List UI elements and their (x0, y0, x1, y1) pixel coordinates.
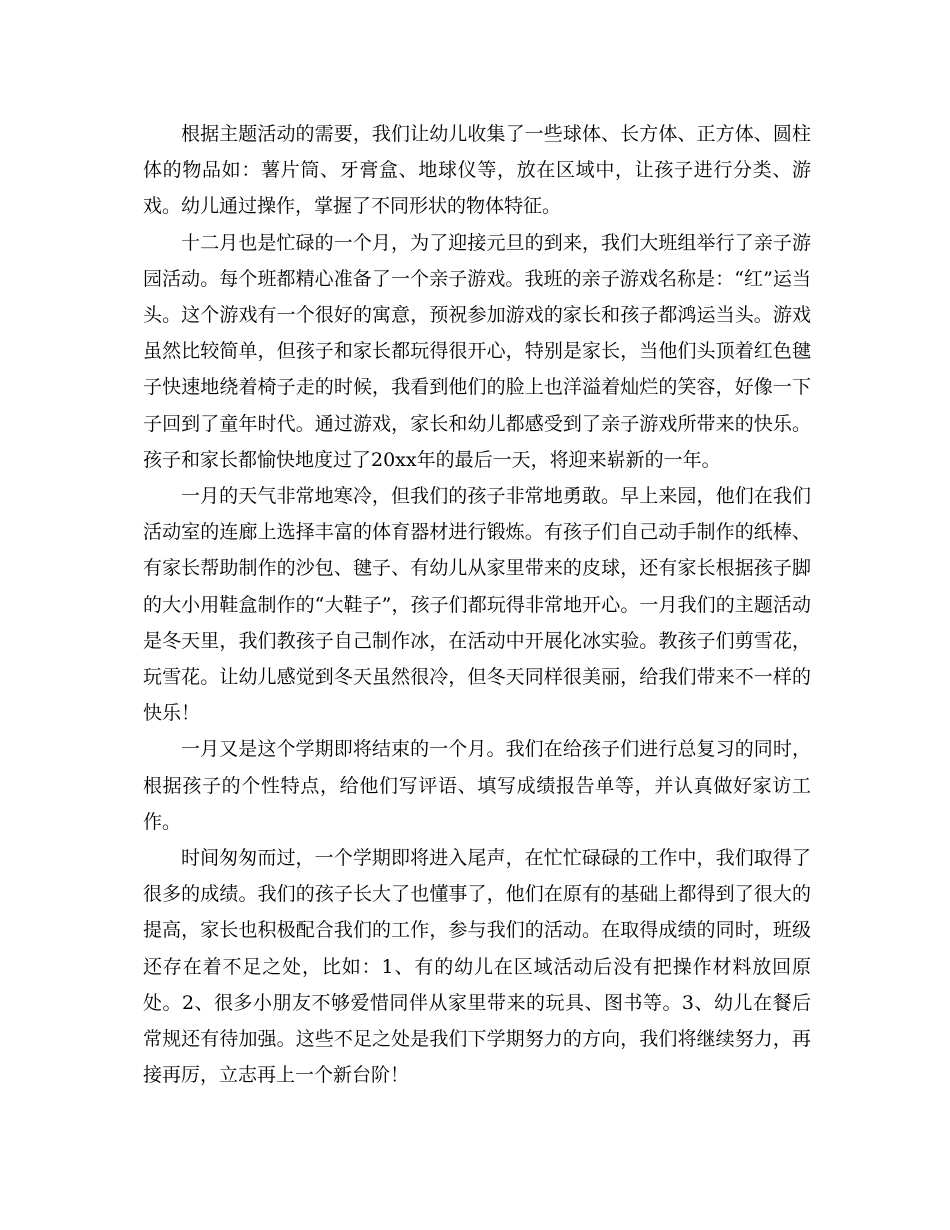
paragraph-summary-and-shortcomings: 时间匆匆而过，一个学期即将进入尾声，在忙忙碌碌的工作中，我们取得了很多的成绩。我们的孩子长大了也懂事了，他们在原有的基础上都得到了很大的提高，家长也积极配合我们的工作，参与我们的活动。在取得成绩的同时，班级还存在着不足之处，比如：1、有的幼儿在区域活动后没有把操作材料放回原处。2、很多小朋友不够爱惜同伴从家里带来的玩具、图书等。3、幼儿在餐后常规还有待加强。这些不足之处是我们下学期努力的方向，我们将继续努力，再接再厉，立志再上一个新台阶！ (143, 847, 811, 1087)
paragraph-semester-review: 一月又是这个学期即将结束的一个月。我们在给孩子们进行总复习的同时，根据孩子的个性特点，给他们写评语、填写成绩报告单等，并认真做好家访工作。 (143, 738, 811, 833)
paragraph-january-exercise-activities: 一月的天气非常地寒冷，但我们的孩子非常地勇敢。早上来园，他们在我们活动室的连廊上选择丰富的体育器材进行锻炼。有孩子们自己动手制作的纸棒、有家长帮助制作的沙包、毽子、有幼儿从家里带来的皮球，还有家长根据孩子脚的大小用鞋盒制作的“大鞋子”，孩子们都玩得非常地开心。一月我们的主题活动是冬天里，我们教孩子自己制作冰，在活动中开展化冰实验。教孩子们剪雪花，玩雪花。让幼儿感觉到冬天虽然很冷，但冬天同样很美丽，给我们带来不一样的快乐！ (143, 485, 811, 725)
paragraph-december-parent-child-games: 十二月也是忙碌的一个月，为了迎接元旦的到来，我们大班组举行了亲子游园活动。每个班都精心准备了一个亲子游戏。我班的亲子游戏名称是：“红”运当头。这个游戏有一个很好的寓意，预祝参加游戏的家长和孩子都鸿运当头。游戏虽然比较简单，但孩子和家长都玩得很开心，特别是家长，当他们头顶着红色毽子快速地绕着椅子走的时候，我看到他们的脸上也洋溢着灿烂的笑容，好像一下子回到了童年时代。通过游戏，家长和幼儿都感受到了亲子游戏所带来的快乐。孩子和家长都愉快地度过了20xx年的最后一天，将迎来崭新的一年。 (143, 231, 811, 471)
paragraph-shape-sorting: 根据主题活动的需要，我们让幼儿收集了一些球体、长方体、正方体、圆柱体的物品如：薯片筒、牙膏盒、地球仪等，放在区域中，让孩子进行分类、游戏。幼儿通过操作，掌握了不同形状的物体特征。 (143, 123, 811, 218)
document-body (143, 116, 811, 1093)
